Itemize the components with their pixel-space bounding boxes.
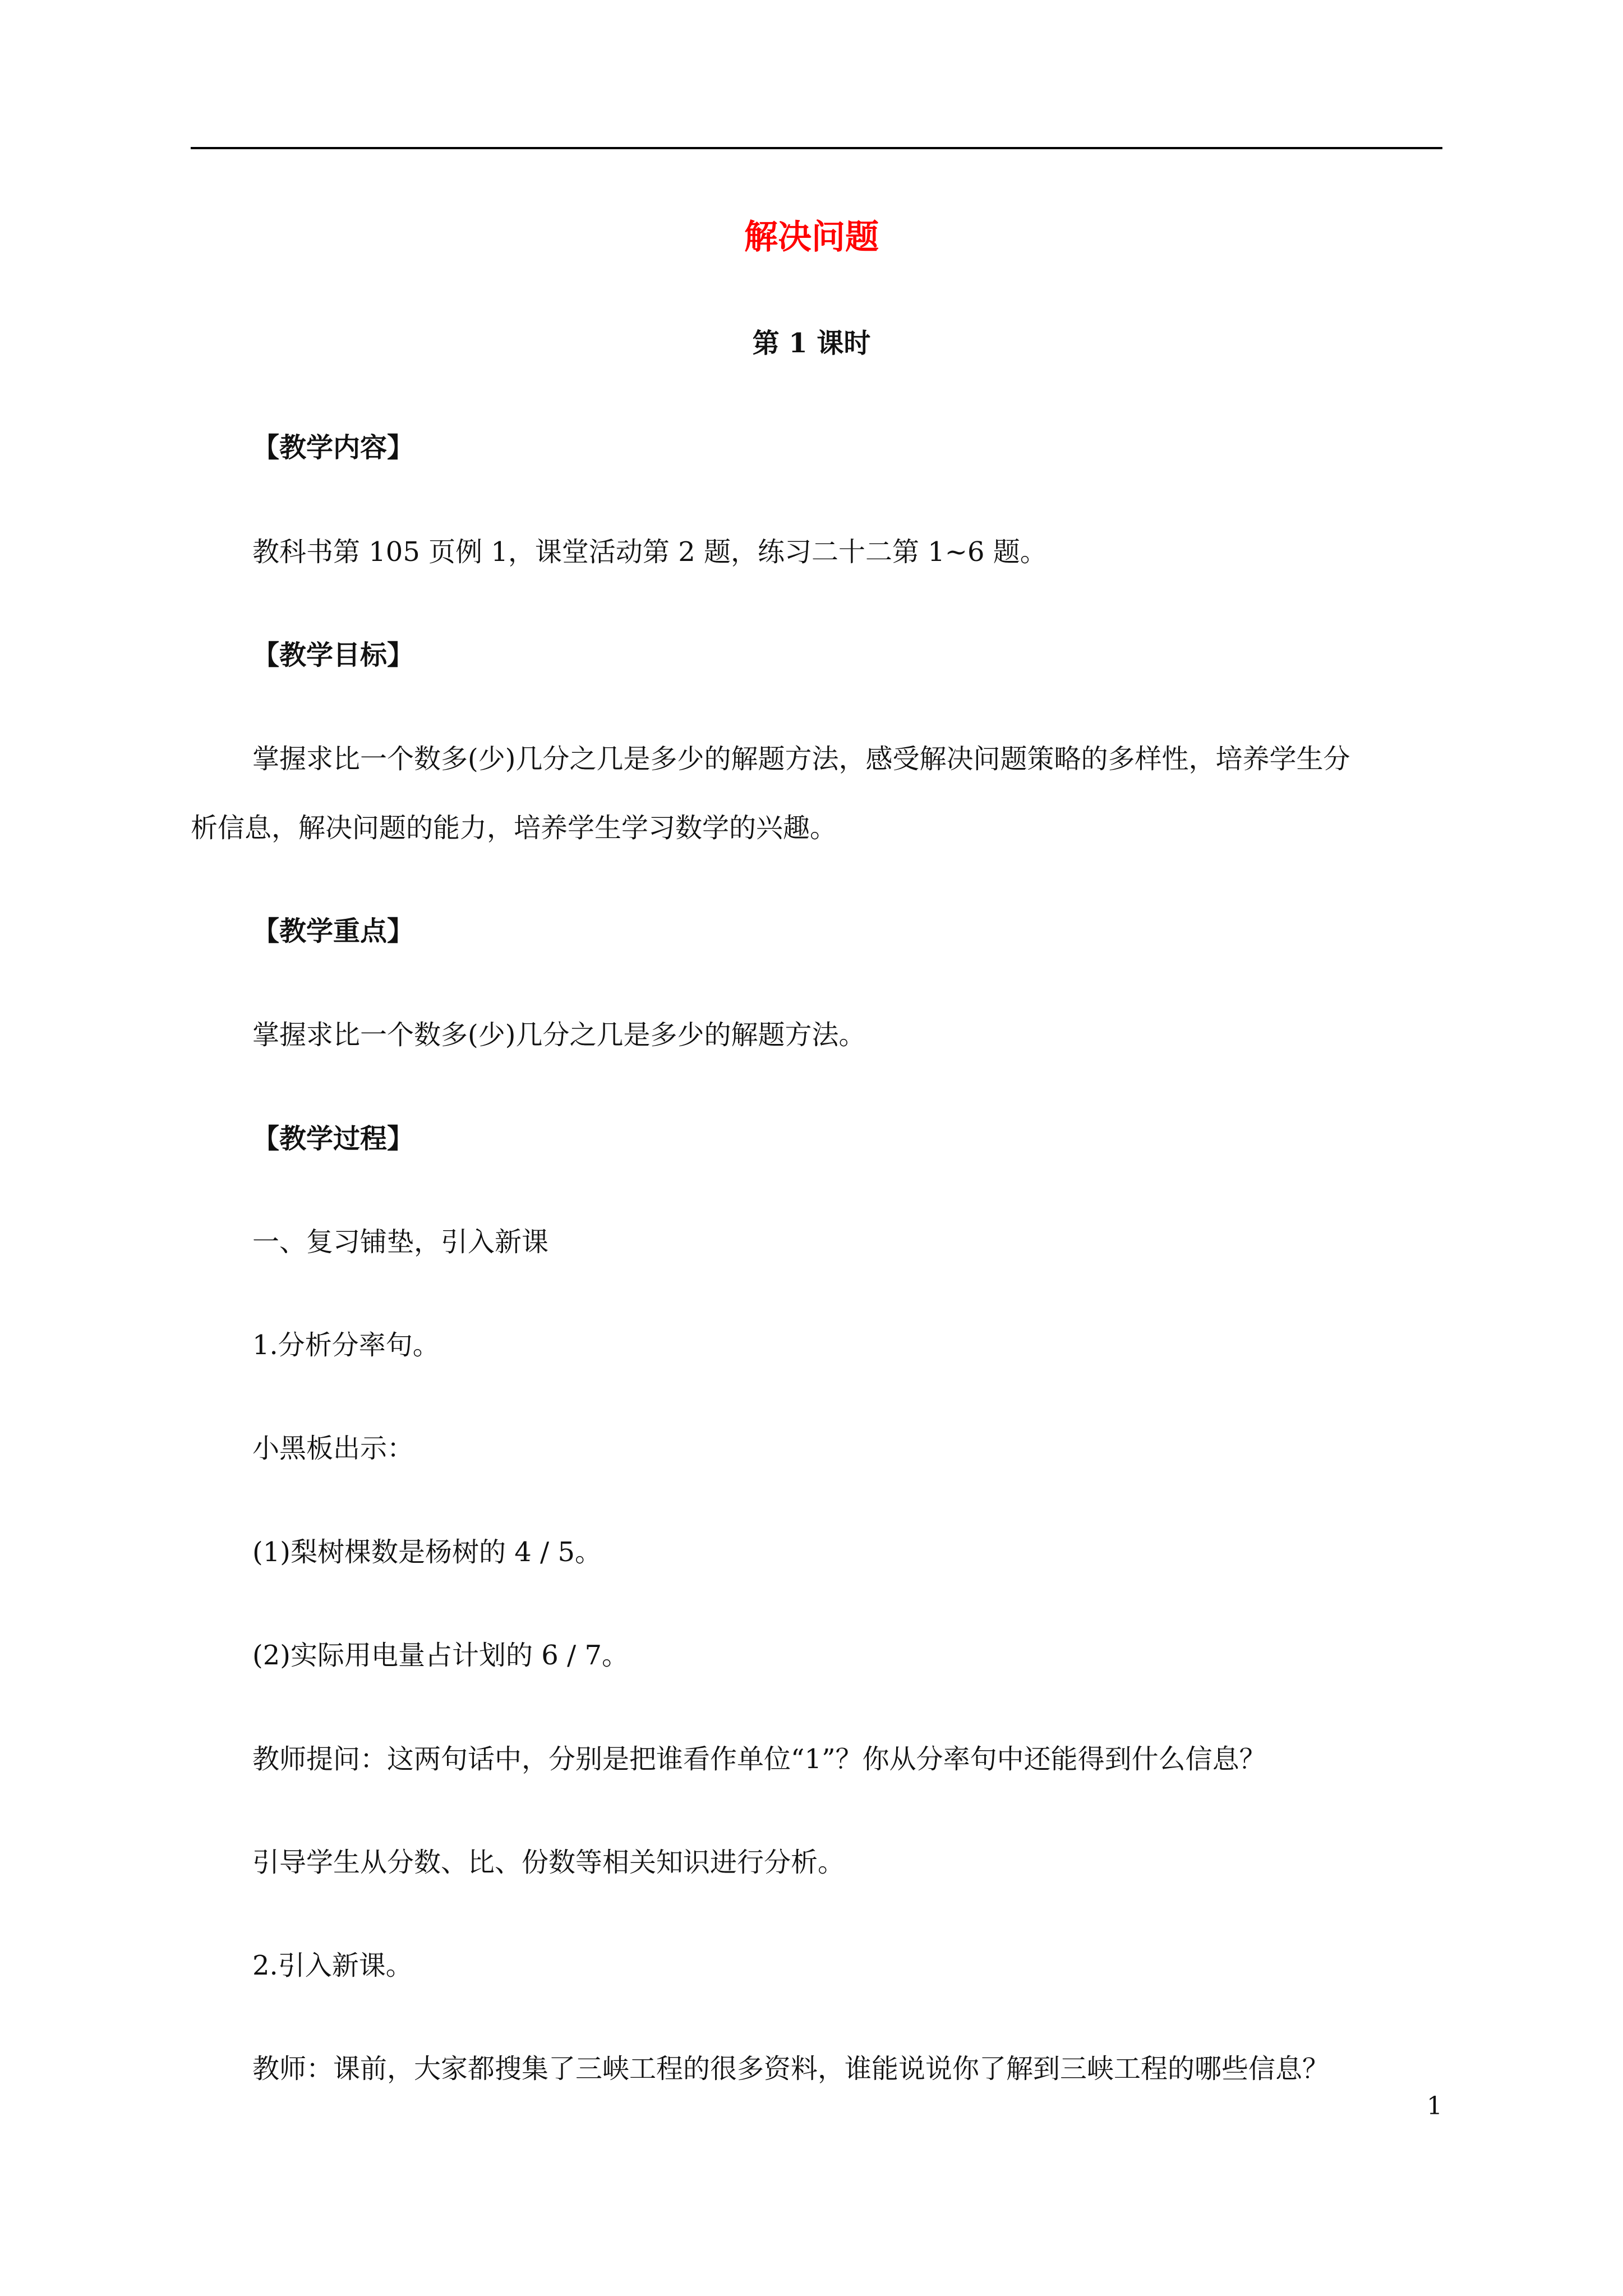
content-paragraph: 教科书第 105 页例 1，课堂活动第 2 题，练习二十二第 1~6 题。 — [252, 536, 1047, 568]
teacher-intro: 教师：课前，大家都搜集了三峡工程的很多资料，谁能说说你了解到三峡工程的哪些信息？ — [252, 2053, 1330, 2085]
fraction-sentence-2: (2)实际用电量占计划的 6 / 7。 — [252, 1640, 629, 1671]
process-step-1-2: 2.引入新课。 — [252, 1950, 413, 1981]
fraction-sentence-1: (1)梨树棵数是杨树的 4 / 5。 — [252, 1536, 602, 1568]
section-heading-key-point: 【教学重点】 — [252, 915, 414, 947]
section-heading-process: 【教学过程】 — [252, 1123, 414, 1154]
blackboard-label: 小黑板出示： — [252, 1433, 414, 1464]
teacher-question: 教师提问：这两句话中，分别是把谁看作单位“1”？你从分率句中还能得到什么信息？ — [252, 1743, 1266, 1775]
page-number: 1 — [1427, 2092, 1442, 2120]
lesson-subtitle: 第 1 课时 — [752, 328, 871, 359]
process-step-1-1: 1.分析分率句。 — [252, 1329, 440, 1361]
header-rule — [191, 147, 1442, 149]
process-step-1: 一、复习铺垫，引入新课 — [252, 1226, 549, 1258]
key-point-paragraph: 掌握求比一个数多(少)几分之几是多少的解题方法。 — [252, 1019, 866, 1051]
section-heading-content: 【教学内容】 — [252, 432, 414, 463]
section-heading-goals: 【教学目标】 — [252, 639, 414, 671]
goals-paragraph-line-1: 掌握求比一个数多(少)几分之几是多少的解题方法，感受解决问题策略的多样性，培养学生分 — [252, 743, 1350, 775]
document-title: 解决问题 — [744, 218, 879, 257]
guide-paragraph: 引导学生从分数、比、份数等相关知识进行分析。 — [252, 1847, 845, 1878]
goals-paragraph-line-2: 析信息，解决问题的能力，培养学生学习数学的兴趣。 — [191, 812, 837, 844]
